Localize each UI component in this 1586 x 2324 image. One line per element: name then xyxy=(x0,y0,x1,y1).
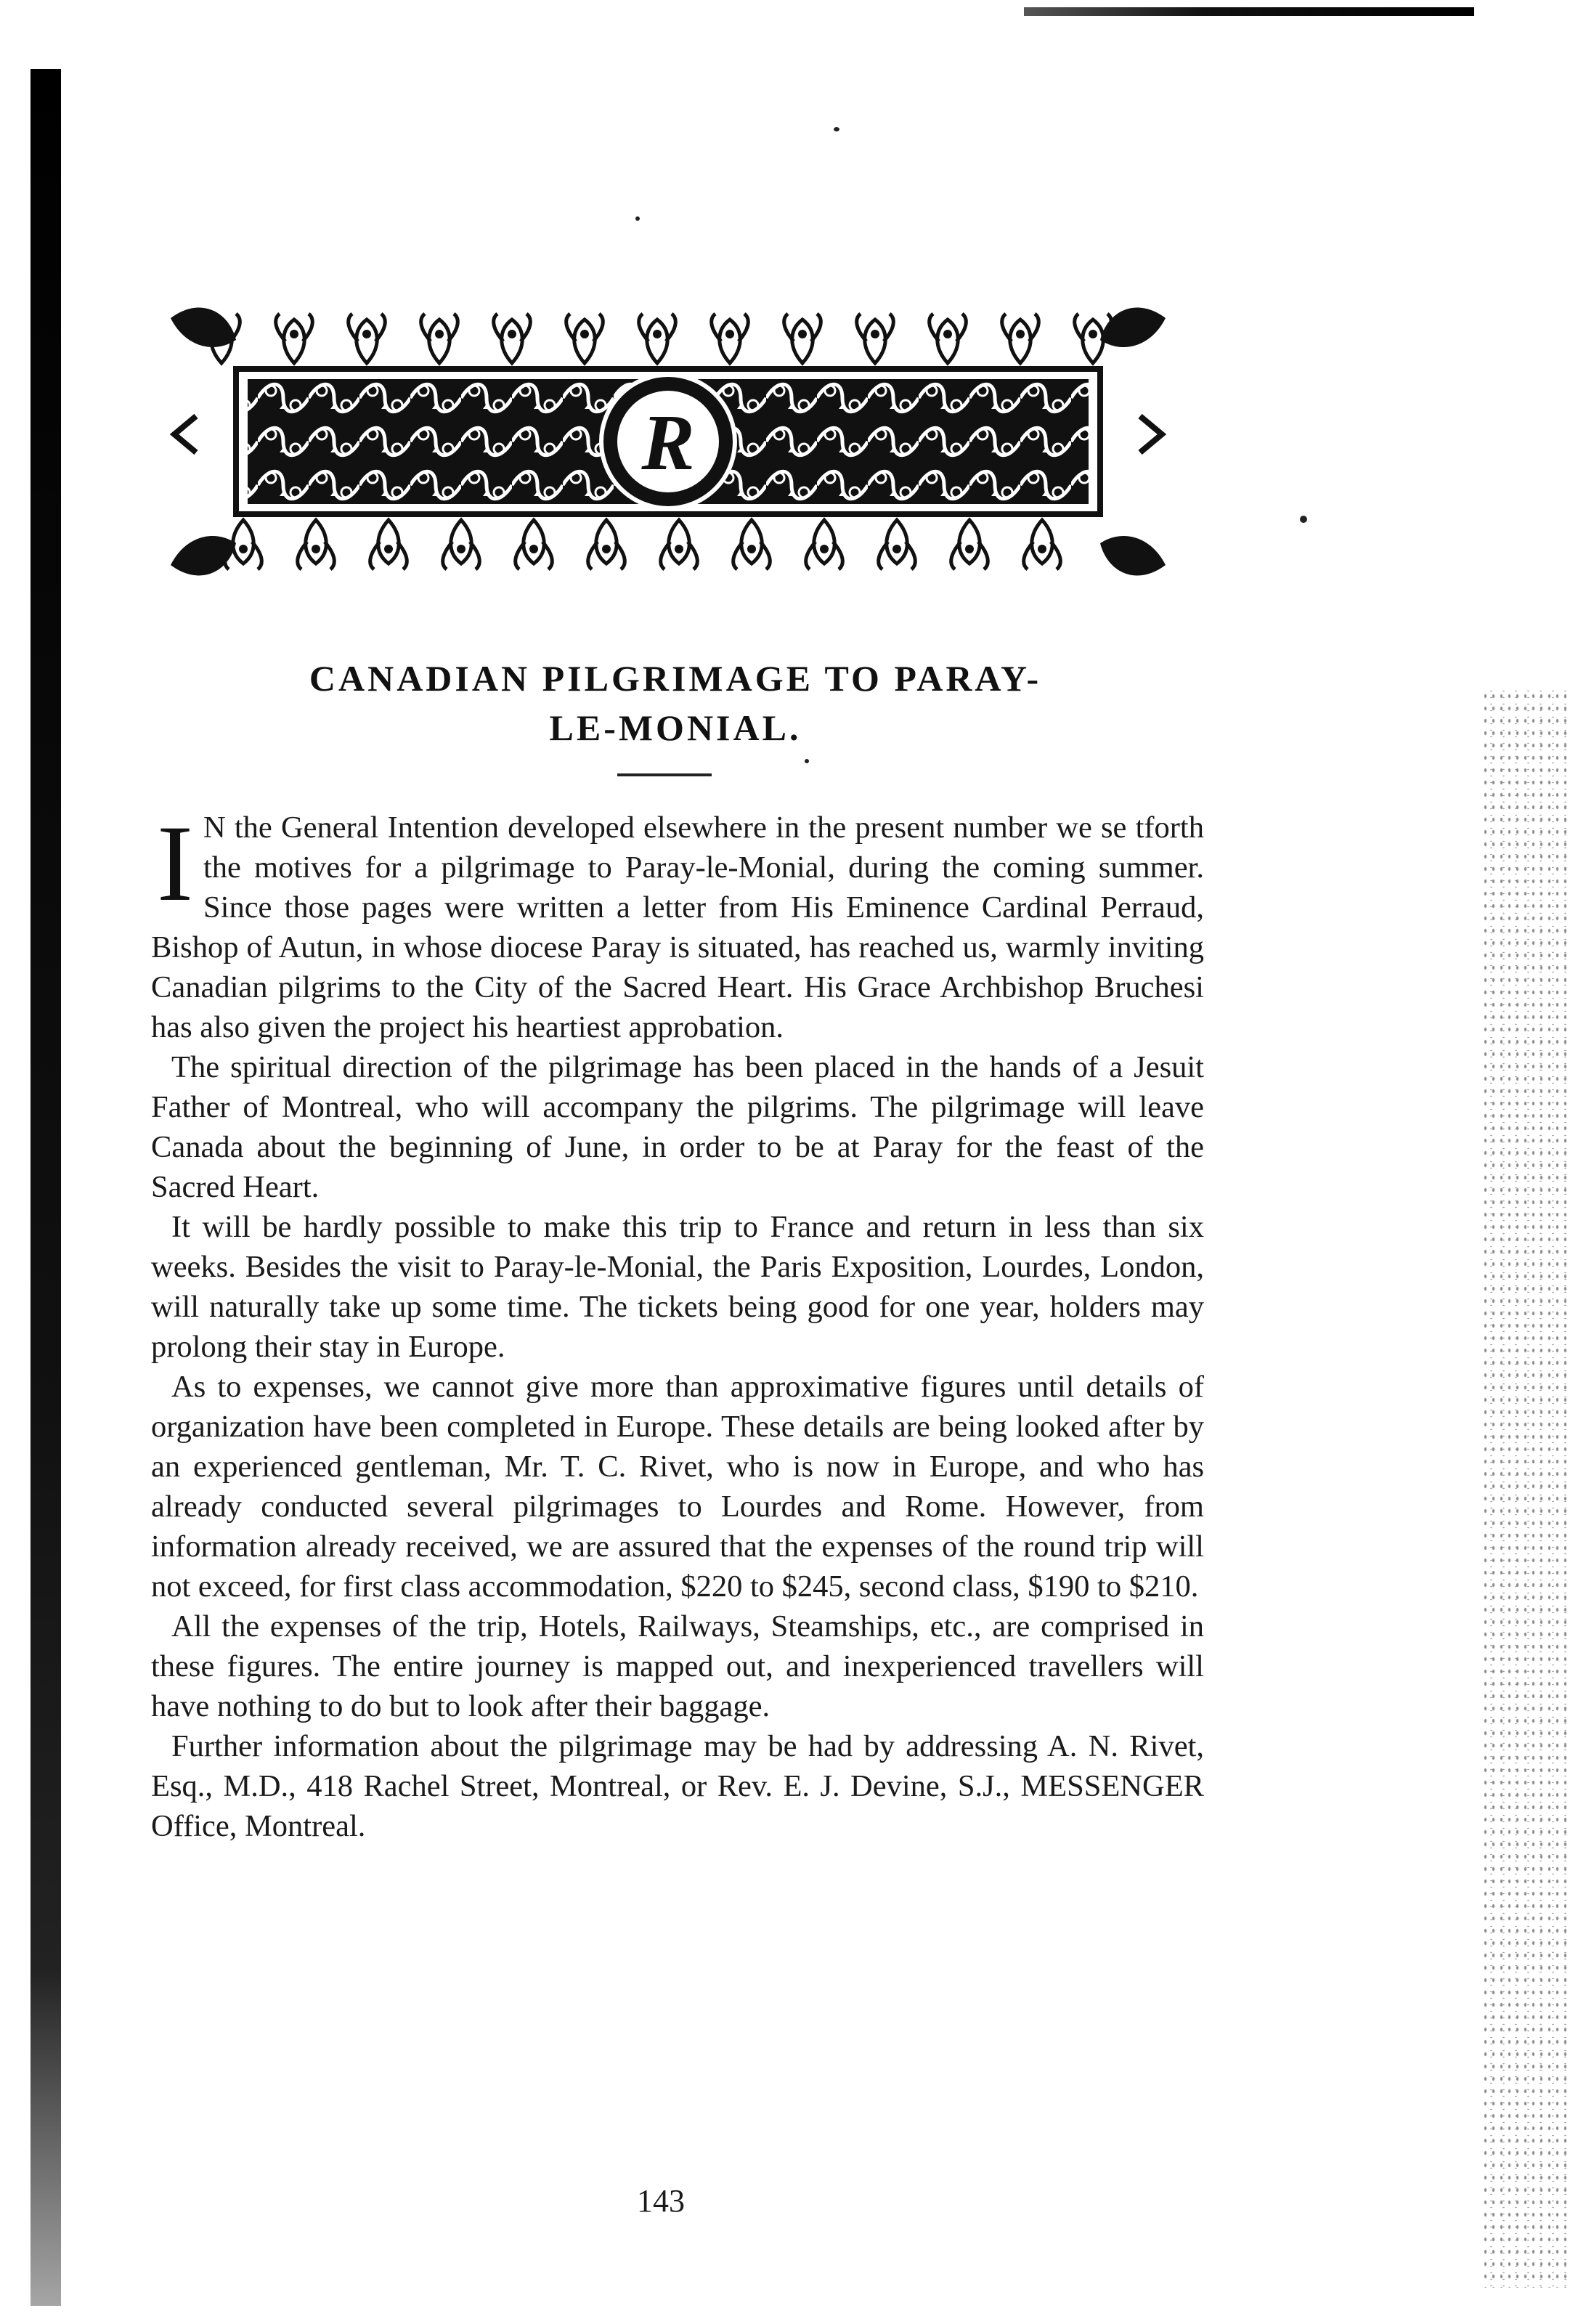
scan-binding-shadow xyxy=(30,69,61,2306)
ornamental-headpiece-icon xyxy=(156,289,1180,594)
scan-speck xyxy=(805,759,809,763)
title-divider xyxy=(617,773,712,776)
drop-cap: I xyxy=(157,803,193,924)
top-finial-row xyxy=(203,314,1112,363)
page-number: 143 xyxy=(637,2183,685,2219)
scan-speck xyxy=(635,216,640,221)
paragraph-5: All the expenses of the trip, Hotels, Railways, Steamships, etc., are comprised in these figures. The entire journey is mapped out, and inexperienced travellers will have nothing to do but to look after their baggage. xyxy=(151,1609,1204,1723)
scan-speck xyxy=(1300,516,1307,523)
scan-bleed-through xyxy=(1481,690,1569,2288)
title-line-2: LE-MONIAL. xyxy=(549,707,802,748)
paragraph-1-text: N the General Intention developed elsewhere in the present number we se tforth the motives for a pilgrimage to Paray-le-Monial, during the coming summer. Since those pages were written a letter from His Eminence Cardinal Perraud, Bishop of Autun, in whose diocese Paray is situated, has reached us, warmly inviting Canadian pilgrims to the City of the Sacred Heart. His Grace Archbishop Bruchesi has also given the project his heartiest approbation. xyxy=(151,810,1204,1044)
scan-speck xyxy=(834,127,839,131)
paragraph-6: Further information about the pilgrimage may be had by addressing A. N. Rivet, Esq., M.D., 418 Rachel Street, Montreal, or Rev. E. J. Devine, S.J., MESSENGER Office, Montreal. xyxy=(151,1729,1204,1843)
top-rule xyxy=(1024,7,1474,16)
ornament-initial: R xyxy=(641,398,695,487)
article-body xyxy=(151,803,1204,1846)
paragraph-3: It will be hardly possible to make this trip to France and return in less than six weeks. Besides the visit to Paray-le-Monial, the Paris Exposition, Lourdes, London, will naturally take up some time. The tickets being good for one year, holders may prolong their stay in Europe. xyxy=(151,1210,1204,1364)
paragraph-1 xyxy=(151,803,1204,1047)
article-title xyxy=(218,654,1133,752)
title-line-1: CANADIAN PILGRIMAGE TO PARAY- xyxy=(309,658,1042,699)
paragraph-4: As to expenses, we cannot give more than approximative figures until details of organization have been completed in Europe. These details are being looked after by an experienced gentleman, Mr. T. C. Rivet, who is now in Europe, and who has already conducted several pilgrimages to Lourdes and Rome. However, from information already received, we are assured that the expenses of the round trip will not exceed, for first class accommodation, $220 to $245, second class, $190 to $210. xyxy=(151,1370,1204,1604)
paragraph-2: The spiritual direction of the pilgrimage has been placed in the hands of a Jesuit Father of Montreal, who will accompany the pilgrims. The pilgrimage will leave Canada about the beginning of June, in order to be at Paray for the feast of the Sacred Heart. xyxy=(151,1050,1204,1204)
